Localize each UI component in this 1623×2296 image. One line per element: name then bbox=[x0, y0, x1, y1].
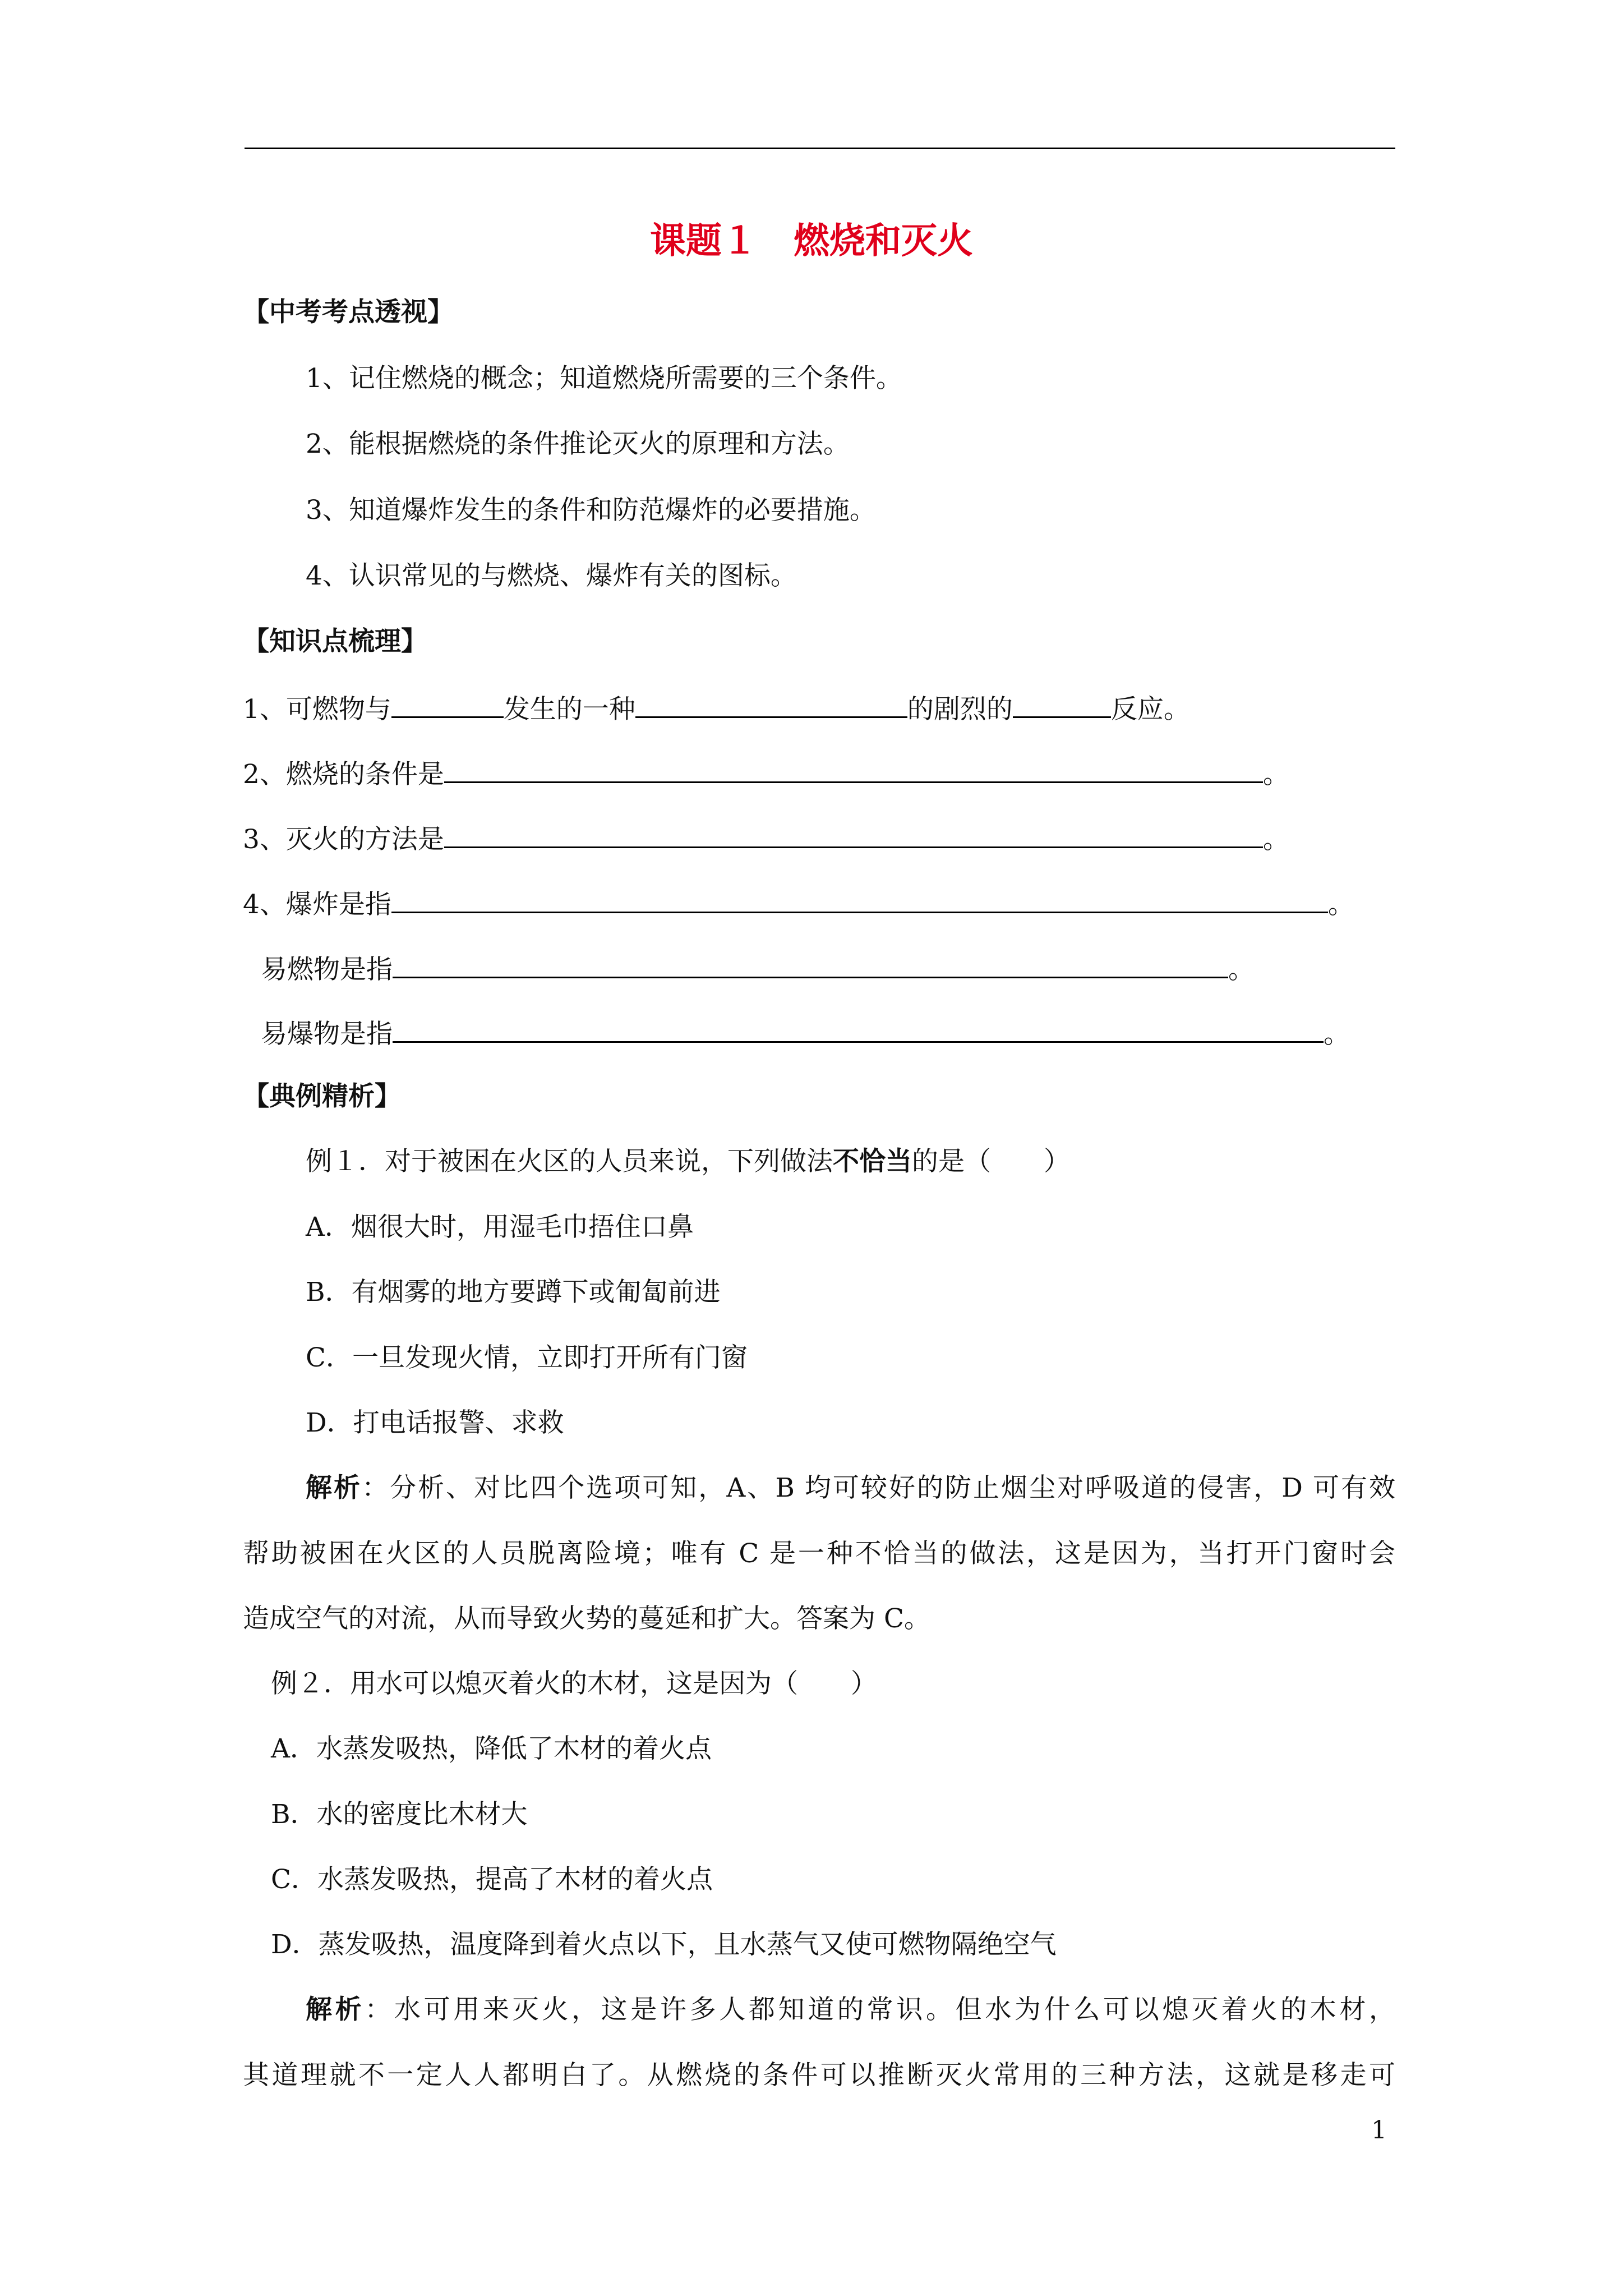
example-1-analysis-line-3: 造成空气的对流，从而导致火势的蔓延和扩大。答案为 C。 bbox=[243, 1603, 930, 1634]
fill-blank[interactable] bbox=[444, 817, 1263, 848]
knowledge-item-3-end: 。 bbox=[1262, 824, 1289, 855]
knowledge-item-1-text-b: 发生的一种 bbox=[503, 694, 635, 725]
fill-blank[interactable] bbox=[391, 687, 504, 718]
example-1-analysis-line-1 bbox=[306, 1469, 1395, 1508]
section-heading-examples: 【典例精析】 bbox=[243, 1081, 401, 1112]
knowledge-item-flammable-label: 易燃物是指 bbox=[261, 954, 393, 985]
knowledge-item-1-text-d: 反应。 bbox=[1110, 694, 1190, 725]
fill-blank[interactable] bbox=[635, 687, 907, 718]
knowledge-item-3-label: 3、灭火的方法是 bbox=[243, 824, 444, 855]
example-1-option-a: A．烟很大时，用湿毛巾捂住口鼻 bbox=[306, 1212, 694, 1243]
knowledge-item-2 bbox=[243, 752, 1289, 794]
exam-point-2: 2、能根据燃烧的条件推论灭火的原理和方法。 bbox=[306, 429, 850, 459]
page-title: 课题１ 燃烧和灭火 bbox=[650, 220, 973, 262]
exam-point-4: 4、认识常见的与燃烧、爆炸有关的图标。 bbox=[306, 560, 797, 591]
knowledge-item-1 bbox=[243, 687, 1190, 729]
example-1-option-d: D．打电话报警、求救 bbox=[306, 1407, 564, 1438]
example-1-question-emphasis: 不恰当 bbox=[833, 1146, 912, 1177]
knowledge-item-explosive-end: 。 bbox=[1324, 1019, 1350, 1050]
knowledge-item-4-label: 4、爆炸是指 bbox=[243, 889, 391, 920]
exam-point-3: 3、知道爆炸发生的条件和防范爆炸的必要措施。 bbox=[306, 495, 876, 526]
section-heading-exam-points: 【中考考点透视】 bbox=[243, 297, 454, 328]
knowledge-item-2-label: 2、燃烧的条件是 bbox=[243, 759, 444, 790]
fill-blank[interactable] bbox=[444, 752, 1263, 783]
example-2-analysis-line-1 bbox=[306, 1990, 1395, 2030]
example-1-analysis-line-2: 帮助被困在火区的人员脱离险境；唯有 C 是一种不恰当的做法，这是因为，当打开门窗时会 bbox=[243, 1538, 1395, 1569]
knowledge-item-flammable bbox=[261, 947, 1255, 990]
fill-blank[interactable] bbox=[393, 1012, 1324, 1043]
knowledge-item-1-text-c: 的剧烈的 bbox=[907, 694, 1013, 725]
analysis-label: 解析 bbox=[306, 1473, 362, 1503]
example-1-question bbox=[306, 1142, 1070, 1181]
example-1-option-c: C．一旦发现火情，立即打开所有门窗 bbox=[306, 1342, 748, 1373]
example-1-option-b: B．有烟雾的地方要蹲下或匍匐前进 bbox=[306, 1277, 721, 1308]
example-2-option-d: D．蒸发吸热，温度降到着火点以下，且水蒸气又使可燃物隔绝空气 bbox=[271, 1929, 1057, 1960]
page-number: 1 bbox=[1371, 2116, 1387, 2145]
example-2-analysis-line-2: 其道理就不一定人人都明白了。从燃烧的条件可以推断灭火常用的三种方法，这就是移走可 bbox=[243, 2060, 1395, 2091]
example-1-question-post: 的是（ ） bbox=[912, 1146, 1070, 1177]
exam-point-1: 1、记住燃烧的概念；知道燃烧所需要的三个条件。 bbox=[306, 363, 902, 394]
fill-blank[interactable] bbox=[391, 882, 1328, 913]
knowledge-item-2-end: 。 bbox=[1262, 759, 1289, 790]
example-2-option-b: B．水的密度比木材大 bbox=[271, 1799, 528, 1830]
knowledge-item-explosive bbox=[261, 1012, 1350, 1054]
example-2-option-c: C．水蒸发吸热，提高了木材的着火点 bbox=[271, 1864, 713, 1895]
knowledge-item-1-text-a: 1、可燃物与 bbox=[243, 694, 391, 725]
knowledge-item-4 bbox=[243, 882, 1354, 924]
knowledge-item-3 bbox=[243, 817, 1289, 859]
example-2-question: 例２．用水可以熄灭着火的木材，这是因为（ ） bbox=[271, 1668, 877, 1699]
fill-blank[interactable] bbox=[1013, 687, 1111, 718]
example-2-option-a: A．水蒸发吸热，降低了木材的着火点 bbox=[271, 1733, 712, 1764]
section-heading-knowledge: 【知识点梳理】 bbox=[243, 626, 427, 657]
knowledge-item-flammable-end: 。 bbox=[1228, 954, 1255, 985]
analysis-text: ：分析、对比四个选项可知，A、B 均可较好的防止烟尘对呼吸道的侵害，D 可有效 bbox=[362, 1473, 1396, 1503]
fill-blank[interactable] bbox=[393, 947, 1228, 978]
header-rule bbox=[245, 148, 1395, 149]
analysis-label: 解析 bbox=[306, 1994, 365, 2025]
knowledge-item-4-end: 。 bbox=[1327, 889, 1354, 920]
knowledge-item-explosive-label: 易爆物是指 bbox=[261, 1019, 393, 1050]
example-1-question-pre: 例１．对于被困在火区的人员来说，下列做法 bbox=[306, 1146, 833, 1177]
analysis-text: ：水可用来灭火，这是许多人都知道的常识。但水为什么可以熄灭着火的木材， bbox=[365, 1994, 1396, 2025]
